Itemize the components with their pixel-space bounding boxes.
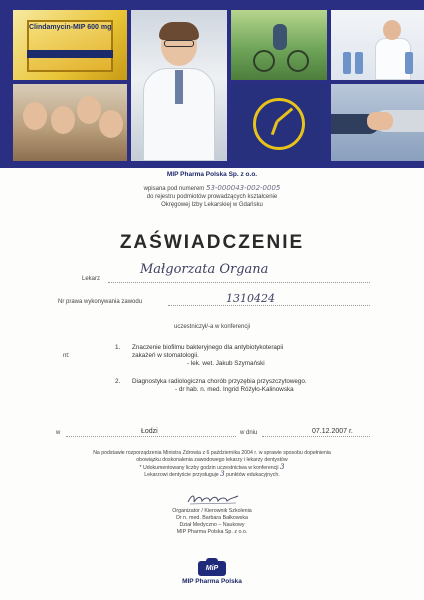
signatory-department: Dział Medyczno – Naukowy (179, 522, 245, 528)
registry-line-2: do rejestru podmiotów prowadzących kształcenie (146, 194, 278, 200)
clock-graphic (231, 84, 327, 161)
product-box-photo (13, 10, 127, 80)
bottle-icon (405, 52, 413, 74)
person-face (99, 110, 123, 138)
product-box-label: Clindamycin-MIP 600 mg (29, 24, 112, 31)
clock-icon (253, 98, 305, 150)
handshake-photo (331, 84, 424, 161)
license-dotted-line (168, 305, 370, 306)
company-name-footer: MIP Pharma Polska (182, 578, 242, 585)
registry-line (0, 184, 424, 192)
points-suffix: punktów edukacyjnych. (226, 472, 280, 478)
license-number: 1310424 (226, 292, 275, 305)
registry-prefix: wpisana pod numerem (143, 186, 205, 192)
conference-item-1 (115, 344, 395, 374)
item-title-line-2: zakażeń w stomatologii. (132, 352, 199, 359)
cyclists-photo (231, 10, 327, 80)
wheel-icon (253, 50, 275, 72)
date-label: w dniu (240, 430, 258, 436)
glasses-icon (164, 40, 194, 47)
bottle-icon (343, 52, 351, 74)
item-title-line-1: Znaczenie biofilmu bakteryjnego dla antybiotykoterapii (132, 344, 284, 351)
item-number: 2. (115, 378, 121, 385)
conference-intro: uczestniczył/-a w konferencji (173, 324, 251, 330)
item-speaker: - lek. wet. Jakub Szymański (187, 360, 265, 367)
legal-line-4 (0, 471, 424, 480)
hours-text: * Udokumentowany liczby godzin uczestnictwa w konferencji (139, 465, 279, 471)
header-photo-collage (0, 0, 424, 168)
points-value: 3 (220, 470, 225, 478)
lab-worker-face (383, 20, 401, 40)
person-face (23, 102, 47, 130)
signatory-name: Dr n. med. Barbara Bałkowska (176, 515, 248, 521)
doctor-name: Małgorzata Organa (140, 262, 269, 277)
certificate-title: ZAŚWIADCZENIE (119, 232, 305, 253)
logo-top-tab (206, 558, 218, 562)
certificate-date: 07.12.2007 r. (312, 428, 353, 435)
doctor-name-dotted-line (108, 282, 370, 283)
handshake-icon (367, 112, 393, 130)
item-speaker: - dr hab. n. med. Ingrid Różyło-Kalinowska (175, 386, 294, 393)
doctor-tie (175, 70, 183, 104)
doctor-label: Lekarz (82, 276, 101, 282)
points-prefix: Lekarzowi dentyście przysługuje (144, 472, 219, 478)
laboratory-photo (331, 10, 424, 80)
topic-label: nt: (63, 353, 70, 359)
doctor-photo (131, 10, 227, 161)
cyclist-figure (273, 24, 287, 50)
place-dotted-line (66, 436, 236, 437)
mip-logo-icon (198, 561, 226, 576)
legal-line-1: Na podstawie rozporządzenia Ministra Zdrowia z 6 października 2004 r. w sprawie sposobu dopełnienia (93, 450, 331, 456)
bottle-icon (355, 52, 363, 74)
hours-value: 3 (279, 463, 285, 471)
legal-line-2: obowiązku doskonalenia zawodowego lekarzy i lekarzy dentystów (136, 457, 288, 463)
item-title-line-1: Diagnostyka radiologiczna chorób przyzębia przyszczytowego. (132, 378, 307, 385)
company-name-header: MIP Pharma Polska Sp. z o.o. (166, 171, 258, 178)
wheel-icon (287, 50, 309, 72)
date-dotted-line (262, 436, 370, 437)
family-photo (13, 84, 127, 161)
signatory-company: MIP Pharma Polska Sp. z o.o. (176, 529, 248, 535)
license-label: Nr prawa wykonywania zawodu (58, 299, 143, 305)
item-number: 1. (115, 344, 121, 351)
signatory-role: Organizator / Kierownik Szkolenia (172, 508, 252, 514)
place-label: w (56, 430, 61, 436)
doctor-hair (159, 22, 199, 40)
medicine-box-stripe (27, 50, 113, 58)
person-face (77, 96, 101, 124)
conference-item-2 (115, 378, 395, 398)
logo-text: MiP (205, 565, 219, 572)
registry-line-3: Okręgowej Izby Lekarskiej w Gdańsku (161, 202, 263, 208)
person-face (51, 106, 75, 134)
place-city: Łodzi (141, 428, 158, 435)
handwritten-signature (186, 492, 241, 506)
registry-number: 53-000043-002-0005 (205, 184, 281, 192)
